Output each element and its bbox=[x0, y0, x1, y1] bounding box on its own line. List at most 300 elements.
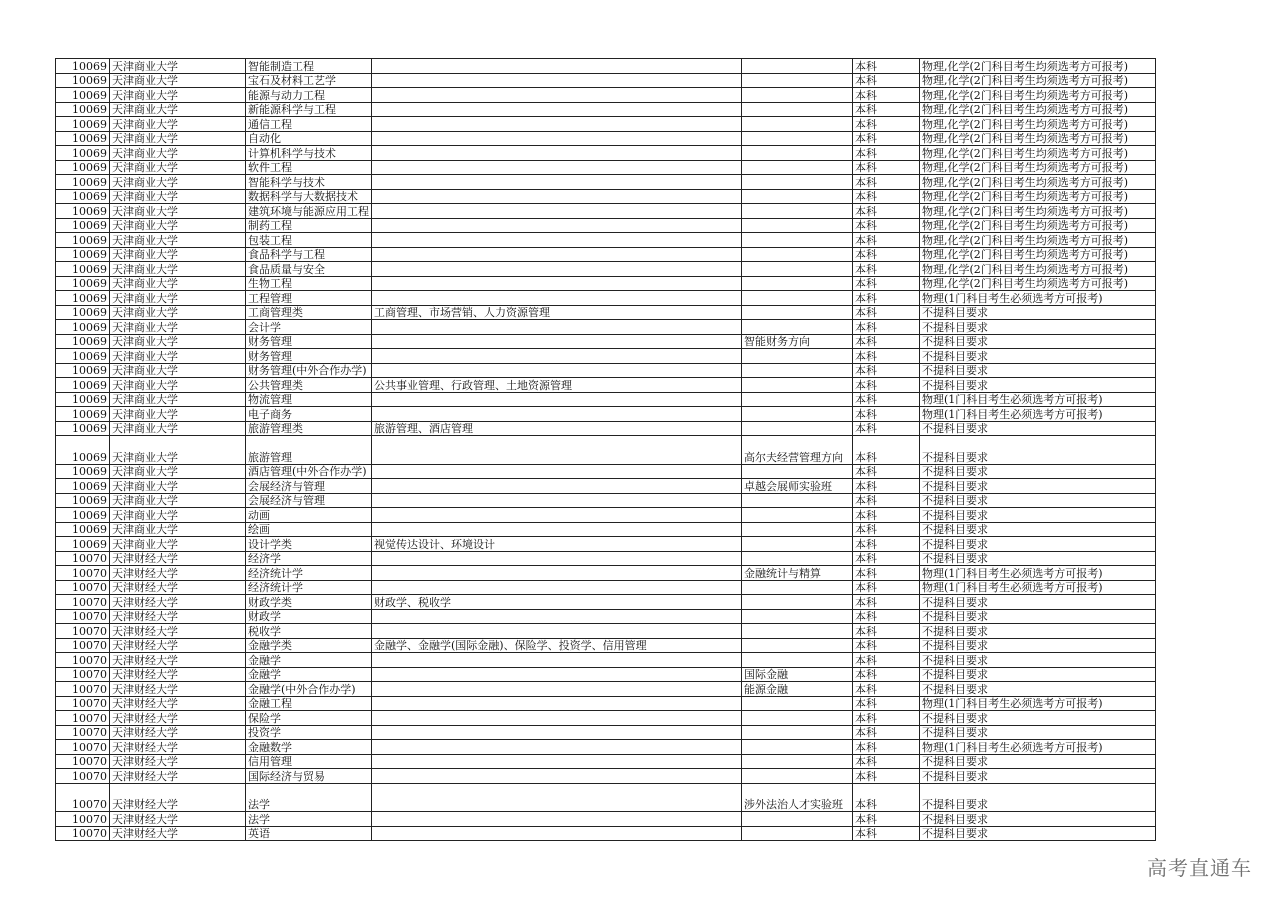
cell-major-name: 金融学 bbox=[246, 653, 372, 668]
cell-included-majors bbox=[372, 59, 742, 74]
cell-school-name: 天津商业大学 bbox=[110, 189, 246, 204]
cell-included-majors bbox=[372, 88, 742, 103]
cell-major-name: 金融学(中外合作办学) bbox=[246, 682, 372, 697]
cell-direction bbox=[742, 421, 853, 436]
cell-direction bbox=[742, 769, 853, 784]
cell-major-name: 生物工程 bbox=[246, 276, 372, 291]
cell-subject-requirement: 不提科目要求 bbox=[920, 537, 1156, 552]
cell-level: 本科 bbox=[853, 609, 920, 624]
cell-direction bbox=[742, 117, 853, 132]
cell-school-name: 天津商业大学 bbox=[110, 334, 246, 349]
cell-school-code: 10070 bbox=[56, 653, 110, 668]
table-row bbox=[56, 146, 1156, 161]
cell-direction bbox=[742, 247, 853, 262]
cell-included-majors: 旅游管理、酒店管理 bbox=[372, 421, 742, 436]
cell-school-code: 10069 bbox=[56, 189, 110, 204]
cell-subject-requirement: 物理(1门科目考生必须选考方可报考) bbox=[920, 580, 1156, 595]
cell-subject-requirement: 不提科目要求 bbox=[920, 436, 1156, 465]
cell-major-name: 旅游管理 bbox=[246, 436, 372, 465]
cell-subject-requirement: 物理,化学(2门科目考生均须选考方可报考) bbox=[920, 73, 1156, 88]
cell-direction bbox=[742, 508, 853, 523]
cell-school-code: 10069 bbox=[56, 204, 110, 219]
cell-direction bbox=[742, 59, 853, 74]
cell-school-code: 10069 bbox=[56, 175, 110, 190]
cell-subject-requirement: 物理(1门科目考生必须选考方可报考) bbox=[920, 291, 1156, 306]
cell-included-majors bbox=[372, 291, 742, 306]
table-row bbox=[56, 682, 1156, 697]
cell-school-name: 天津商业大学 bbox=[110, 117, 246, 132]
cell-major-name: 食品科学与工程 bbox=[246, 247, 372, 262]
cell-school-code: 10069 bbox=[56, 305, 110, 320]
cell-school-name: 天津财经大学 bbox=[110, 682, 246, 697]
cell-level: 本科 bbox=[853, 740, 920, 755]
cell-included-majors bbox=[372, 218, 742, 233]
cell-major-name: 公共管理类 bbox=[246, 378, 372, 393]
cell-major-name: 宝石及材料工艺学 bbox=[246, 73, 372, 88]
cell-level: 本科 bbox=[853, 493, 920, 508]
cell-direction bbox=[742, 580, 853, 595]
cell-school-name: 天津财经大学 bbox=[110, 653, 246, 668]
cell-school-code: 10069 bbox=[56, 218, 110, 233]
cell-school-name: 天津商业大学 bbox=[110, 407, 246, 422]
cell-school-code: 10070 bbox=[56, 826, 110, 841]
cell-included-majors bbox=[372, 667, 742, 682]
table-row bbox=[56, 233, 1156, 248]
cell-school-code: 10069 bbox=[56, 508, 110, 523]
cell-major-name: 财政学类 bbox=[246, 595, 372, 610]
table-row bbox=[56, 580, 1156, 595]
cell-level: 本科 bbox=[853, 754, 920, 769]
table-row bbox=[56, 392, 1156, 407]
cell-level: 本科 bbox=[853, 262, 920, 277]
cell-included-majors bbox=[372, 204, 742, 219]
cell-level: 本科 bbox=[853, 436, 920, 465]
cell-direction bbox=[742, 725, 853, 740]
cell-school-name: 天津商业大学 bbox=[110, 131, 246, 146]
table-row bbox=[56, 609, 1156, 624]
cell-major-name: 财务管理 bbox=[246, 349, 372, 364]
cell-major-name: 通信工程 bbox=[246, 117, 372, 132]
cell-school-name: 天津商业大学 bbox=[110, 479, 246, 494]
cell-subject-requirement: 不提科目要求 bbox=[920, 667, 1156, 682]
cell-direction bbox=[742, 349, 853, 364]
cell-direction bbox=[742, 73, 853, 88]
cell-subject-requirement: 不提科目要求 bbox=[920, 754, 1156, 769]
cell-included-majors bbox=[372, 175, 742, 190]
cell-direction bbox=[742, 551, 853, 566]
cell-subject-requirement: 物理,化学(2门科目考生均须选考方可报考) bbox=[920, 218, 1156, 233]
cell-direction bbox=[742, 826, 853, 841]
cell-subject-requirement: 物理,化学(2门科目考生均须选考方可报考) bbox=[920, 233, 1156, 248]
cell-school-code: 10070 bbox=[56, 566, 110, 581]
cell-school-name: 天津商业大学 bbox=[110, 276, 246, 291]
cell-major-name: 金融工程 bbox=[246, 696, 372, 711]
cell-major-name: 工程管理 bbox=[246, 291, 372, 306]
cell-included-majors bbox=[372, 769, 742, 784]
cell-level: 本科 bbox=[853, 291, 920, 306]
cell-school-name: 天津商业大学 bbox=[110, 218, 246, 233]
cell-major-name: 财政学 bbox=[246, 609, 372, 624]
cell-school-name: 天津商业大学 bbox=[110, 378, 246, 393]
cell-school-name: 天津财经大学 bbox=[110, 580, 246, 595]
cell-direction bbox=[742, 392, 853, 407]
cell-school-name: 天津财经大学 bbox=[110, 667, 246, 682]
cell-included-majors bbox=[372, 826, 742, 841]
cell-level: 本科 bbox=[853, 696, 920, 711]
table-row bbox=[56, 551, 1156, 566]
cell-school-code: 10070 bbox=[56, 812, 110, 827]
cell-included-majors bbox=[372, 725, 742, 740]
cell-level: 本科 bbox=[853, 88, 920, 103]
table-row bbox=[56, 566, 1156, 581]
cell-school-name: 天津财经大学 bbox=[110, 754, 246, 769]
cell-school-name: 天津财经大学 bbox=[110, 624, 246, 639]
table-row bbox=[56, 160, 1156, 175]
cell-major-name: 法学 bbox=[246, 783, 372, 812]
cell-direction: 国际金融 bbox=[742, 667, 853, 682]
cell-included-majors bbox=[372, 117, 742, 132]
table-row bbox=[56, 464, 1156, 479]
cell-major-name: 保险学 bbox=[246, 711, 372, 726]
cell-direction: 智能财务方向 bbox=[742, 334, 853, 349]
cell-school-name: 天津商业大学 bbox=[110, 392, 246, 407]
cell-major-name: 财务管理(中外合作办学) bbox=[246, 363, 372, 378]
cell-school-name: 天津商业大学 bbox=[110, 204, 246, 219]
cell-direction: 卓越会展师实验班 bbox=[742, 479, 853, 494]
cell-included-majors bbox=[372, 653, 742, 668]
cell-major-name: 经济统计学 bbox=[246, 566, 372, 581]
table-row bbox=[56, 769, 1156, 784]
cell-subject-requirement: 不提科目要求 bbox=[920, 609, 1156, 624]
cell-school-code: 10070 bbox=[56, 711, 110, 726]
cell-subject-requirement: 不提科目要求 bbox=[920, 624, 1156, 639]
cell-level: 本科 bbox=[853, 102, 920, 117]
cell-included-majors bbox=[372, 464, 742, 479]
cell-school-code: 10069 bbox=[56, 146, 110, 161]
cell-subject-requirement: 不提科目要求 bbox=[920, 769, 1156, 784]
cell-school-code: 10069 bbox=[56, 392, 110, 407]
cell-school-code: 10070 bbox=[56, 682, 110, 697]
cell-level: 本科 bbox=[853, 551, 920, 566]
cell-school-code: 10069 bbox=[56, 73, 110, 88]
cell-level: 本科 bbox=[853, 522, 920, 537]
cell-school-code: 10070 bbox=[56, 638, 110, 653]
cell-level: 本科 bbox=[853, 146, 920, 161]
cell-level: 本科 bbox=[853, 537, 920, 552]
cell-school-code: 10069 bbox=[56, 160, 110, 175]
cell-school-code: 10069 bbox=[56, 102, 110, 117]
cell-level: 本科 bbox=[853, 189, 920, 204]
cell-major-name: 食品质量与安全 bbox=[246, 262, 372, 277]
cell-subject-requirement: 物理,化学(2门科目考生均须选考方可报考) bbox=[920, 102, 1156, 117]
cell-school-code: 10069 bbox=[56, 493, 110, 508]
cell-subject-requirement: 不提科目要求 bbox=[920, 464, 1156, 479]
cell-level: 本科 bbox=[853, 479, 920, 494]
table-row bbox=[56, 117, 1156, 132]
cell-major-name: 信用管理 bbox=[246, 754, 372, 769]
cell-level: 本科 bbox=[853, 320, 920, 335]
cell-major-name: 金融学 bbox=[246, 667, 372, 682]
cell-subject-requirement: 物理,化学(2门科目考生均须选考方可报考) bbox=[920, 189, 1156, 204]
cell-included-majors bbox=[372, 262, 742, 277]
cell-school-name: 天津财经大学 bbox=[110, 566, 246, 581]
cell-school-code: 10070 bbox=[56, 740, 110, 755]
cell-major-name: 金融数学 bbox=[246, 740, 372, 755]
cell-school-code: 10069 bbox=[56, 378, 110, 393]
cell-level: 本科 bbox=[853, 638, 920, 653]
cell-school-name: 天津财经大学 bbox=[110, 725, 246, 740]
cell-school-code: 10069 bbox=[56, 131, 110, 146]
cell-level: 本科 bbox=[853, 233, 920, 248]
cell-school-code: 10069 bbox=[56, 464, 110, 479]
cell-level: 本科 bbox=[853, 812, 920, 827]
cell-level: 本科 bbox=[853, 682, 920, 697]
cell-subject-requirement: 不提科目要求 bbox=[920, 421, 1156, 436]
cell-major-name: 物流管理 bbox=[246, 392, 372, 407]
table-row bbox=[56, 73, 1156, 88]
cell-subject-requirement: 物理,化学(2门科目考生均须选考方可报考) bbox=[920, 146, 1156, 161]
watermark-text: 高考直通车 bbox=[1147, 856, 1252, 880]
cell-direction bbox=[742, 291, 853, 306]
cell-level: 本科 bbox=[853, 305, 920, 320]
cell-major-name: 设计学类 bbox=[246, 537, 372, 552]
cell-included-majors bbox=[372, 189, 742, 204]
cell-major-name: 金融学类 bbox=[246, 638, 372, 653]
cell-major-name: 英语 bbox=[246, 826, 372, 841]
cell-direction bbox=[742, 522, 853, 537]
cell-included-majors bbox=[372, 580, 742, 595]
cell-level: 本科 bbox=[853, 175, 920, 190]
cell-level: 本科 bbox=[853, 349, 920, 364]
cell-subject-requirement: 物理(1门科目考生必须选考方可报考) bbox=[920, 740, 1156, 755]
cell-subject-requirement: 不提科目要求 bbox=[920, 595, 1156, 610]
cell-level: 本科 bbox=[853, 218, 920, 233]
cell-direction bbox=[742, 464, 853, 479]
cell-included-majors bbox=[372, 682, 742, 697]
table-row bbox=[56, 754, 1156, 769]
cell-major-name: 经济统计学 bbox=[246, 580, 372, 595]
cell-subject-requirement: 不提科目要求 bbox=[920, 725, 1156, 740]
cell-level: 本科 bbox=[853, 725, 920, 740]
cell-school-name: 天津商业大学 bbox=[110, 291, 246, 306]
cell-subject-requirement: 不提科目要求 bbox=[920, 783, 1156, 812]
cell-school-code: 10069 bbox=[56, 537, 110, 552]
cell-subject-requirement: 不提科目要求 bbox=[920, 334, 1156, 349]
table-row bbox=[56, 508, 1156, 523]
cell-major-name: 酒店管理(中外合作办学) bbox=[246, 464, 372, 479]
table-row bbox=[56, 595, 1156, 610]
cell-included-majors: 视觉传达设计、环境设计 bbox=[372, 537, 742, 552]
cell-school-name: 天津财经大学 bbox=[110, 826, 246, 841]
table-row bbox=[56, 407, 1156, 422]
cell-school-name: 天津商业大学 bbox=[110, 247, 246, 262]
cell-school-name: 天津财经大学 bbox=[110, 595, 246, 610]
cell-direction: 金融统计与精算 bbox=[742, 566, 853, 581]
cell-included-majors: 工商管理、市场营销、人力资源管理 bbox=[372, 305, 742, 320]
cell-major-name: 会展经济与管理 bbox=[246, 493, 372, 508]
cell-major-name: 电子商务 bbox=[246, 407, 372, 422]
table-row bbox=[56, 783, 1156, 812]
table-row bbox=[56, 363, 1156, 378]
table-row bbox=[56, 349, 1156, 364]
cell-subject-requirement: 不提科目要求 bbox=[920, 638, 1156, 653]
cell-school-name: 天津财经大学 bbox=[110, 783, 246, 812]
cell-included-majors bbox=[372, 754, 742, 769]
cell-subject-requirement: 物理,化学(2门科目考生均须选考方可报考) bbox=[920, 117, 1156, 132]
cell-included-majors bbox=[372, 160, 742, 175]
cell-level: 本科 bbox=[853, 131, 920, 146]
cell-level: 本科 bbox=[853, 334, 920, 349]
cell-major-name: 经济学 bbox=[246, 551, 372, 566]
cell-school-name: 天津商业大学 bbox=[110, 73, 246, 88]
cell-major-name: 国际经济与贸易 bbox=[246, 769, 372, 784]
cell-level: 本科 bbox=[853, 566, 920, 581]
cell-school-name: 天津商业大学 bbox=[110, 508, 246, 523]
cell-subject-requirement: 物理,化学(2门科目考生均须选考方可报考) bbox=[920, 262, 1156, 277]
table-row bbox=[56, 740, 1156, 755]
cell-direction bbox=[742, 407, 853, 422]
cell-subject-requirement: 不提科目要求 bbox=[920, 812, 1156, 827]
cell-subject-requirement: 物理(1门科目考生必须选考方可报考) bbox=[920, 392, 1156, 407]
cell-major-name: 软件工程 bbox=[246, 160, 372, 175]
cell-school-code: 10069 bbox=[56, 59, 110, 74]
cell-level: 本科 bbox=[853, 595, 920, 610]
cell-school-name: 天津财经大学 bbox=[110, 696, 246, 711]
cell-subject-requirement: 不提科目要求 bbox=[920, 826, 1156, 841]
cell-subject-requirement: 物理,化学(2门科目考生均须选考方可报考) bbox=[920, 276, 1156, 291]
cell-school-name: 天津财经大学 bbox=[110, 740, 246, 755]
table-row bbox=[56, 291, 1156, 306]
cell-level: 本科 bbox=[853, 826, 920, 841]
cell-direction bbox=[742, 218, 853, 233]
cell-included-majors bbox=[372, 624, 742, 639]
cell-major-name: 绘画 bbox=[246, 522, 372, 537]
cell-school-code: 10069 bbox=[56, 334, 110, 349]
cell-direction bbox=[742, 537, 853, 552]
cell-major-name: 能源与动力工程 bbox=[246, 88, 372, 103]
cell-included-majors bbox=[372, 783, 742, 812]
cell-direction bbox=[742, 696, 853, 711]
cell-subject-requirement: 不提科目要求 bbox=[920, 522, 1156, 537]
cell-school-code: 10069 bbox=[56, 88, 110, 103]
cell-included-majors: 金融学、金融学(国际金融)、保险学、投资学、信用管理 bbox=[372, 638, 742, 653]
table-row bbox=[56, 638, 1156, 653]
cell-school-code: 10070 bbox=[56, 783, 110, 812]
cell-direction bbox=[742, 305, 853, 320]
cell-level: 本科 bbox=[853, 508, 920, 523]
cell-included-majors bbox=[372, 392, 742, 407]
cell-included-majors bbox=[372, 276, 742, 291]
table-row bbox=[56, 88, 1156, 103]
cell-major-name: 投资学 bbox=[246, 725, 372, 740]
cell-school-code: 10069 bbox=[56, 421, 110, 436]
cell-school-name: 天津商业大学 bbox=[110, 522, 246, 537]
cell-direction bbox=[742, 624, 853, 639]
table-row bbox=[56, 624, 1156, 639]
cell-subject-requirement: 不提科目要求 bbox=[920, 378, 1156, 393]
cell-direction bbox=[742, 320, 853, 335]
cell-school-code: 10069 bbox=[56, 276, 110, 291]
cell-school-code: 10069 bbox=[56, 233, 110, 248]
cell-school-name: 天津财经大学 bbox=[110, 711, 246, 726]
cell-subject-requirement: 不提科目要求 bbox=[920, 653, 1156, 668]
admission-requirements-table bbox=[55, 58, 1156, 841]
cell-subject-requirement: 物理,化学(2门科目考生均须选考方可报考) bbox=[920, 160, 1156, 175]
cell-direction: 能源金融 bbox=[742, 682, 853, 697]
cell-level: 本科 bbox=[853, 624, 920, 639]
cell-level: 本科 bbox=[853, 407, 920, 422]
cell-school-code: 10069 bbox=[56, 479, 110, 494]
cell-school-name: 天津商业大学 bbox=[110, 320, 246, 335]
cell-included-majors bbox=[372, 233, 742, 248]
table-row bbox=[56, 436, 1156, 465]
cell-included-majors bbox=[372, 102, 742, 117]
cell-direction bbox=[742, 493, 853, 508]
cell-direction bbox=[742, 204, 853, 219]
cell-school-code: 10069 bbox=[56, 117, 110, 132]
cell-subject-requirement: 不提科目要求 bbox=[920, 349, 1156, 364]
cell-level: 本科 bbox=[853, 276, 920, 291]
cell-major-name: 包装工程 bbox=[246, 233, 372, 248]
table-row bbox=[56, 653, 1156, 668]
cell-level: 本科 bbox=[853, 392, 920, 407]
cell-direction bbox=[742, 595, 853, 610]
cell-subject-requirement: 物理,化学(2门科目考生均须选考方可报考) bbox=[920, 204, 1156, 219]
cell-major-name: 自动化 bbox=[246, 131, 372, 146]
cell-major-name: 新能源科学与工程 bbox=[246, 102, 372, 117]
cell-direction bbox=[742, 740, 853, 755]
cell-included-majors bbox=[372, 696, 742, 711]
cell-level: 本科 bbox=[853, 711, 920, 726]
cell-major-name: 会计学 bbox=[246, 320, 372, 335]
cell-major-name: 建筑环境与能源应用工程 bbox=[246, 204, 372, 219]
cell-level: 本科 bbox=[853, 117, 920, 132]
cell-level: 本科 bbox=[853, 464, 920, 479]
cell-school-name: 天津商业大学 bbox=[110, 363, 246, 378]
cell-subject-requirement: 物理,化学(2门科目考生均须选考方可报考) bbox=[920, 131, 1156, 146]
cell-included-majors bbox=[372, 493, 742, 508]
cell-school-name: 天津财经大学 bbox=[110, 609, 246, 624]
table-row bbox=[56, 218, 1156, 233]
table-row bbox=[56, 305, 1156, 320]
table-row bbox=[56, 667, 1156, 682]
cell-direction bbox=[742, 175, 853, 190]
cell-school-code: 10070 bbox=[56, 725, 110, 740]
cell-major-name: 数据科学与大数据技术 bbox=[246, 189, 372, 204]
cell-school-name: 天津财经大学 bbox=[110, 769, 246, 784]
cell-direction bbox=[742, 131, 853, 146]
cell-major-name: 计算机科学与技术 bbox=[246, 146, 372, 161]
cell-level: 本科 bbox=[853, 204, 920, 219]
cell-level: 本科 bbox=[853, 667, 920, 682]
cell-included-majors bbox=[372, 334, 742, 349]
cell-level: 本科 bbox=[853, 160, 920, 175]
cell-included-majors bbox=[372, 407, 742, 422]
cell-direction bbox=[742, 812, 853, 827]
cell-school-name: 天津商业大学 bbox=[110, 305, 246, 320]
cell-major-name: 税收学 bbox=[246, 624, 372, 639]
cell-major-name: 工商管理类 bbox=[246, 305, 372, 320]
cell-school-name: 天津商业大学 bbox=[110, 175, 246, 190]
cell-school-name: 天津财经大学 bbox=[110, 551, 246, 566]
cell-school-name: 天津商业大学 bbox=[110, 233, 246, 248]
cell-direction bbox=[742, 189, 853, 204]
cell-subject-requirement: 不提科目要求 bbox=[920, 508, 1156, 523]
cell-school-name: 天津商业大学 bbox=[110, 59, 246, 74]
cell-level: 本科 bbox=[853, 421, 920, 436]
table-row bbox=[56, 334, 1156, 349]
cell-subject-requirement: 不提科目要求 bbox=[920, 682, 1156, 697]
